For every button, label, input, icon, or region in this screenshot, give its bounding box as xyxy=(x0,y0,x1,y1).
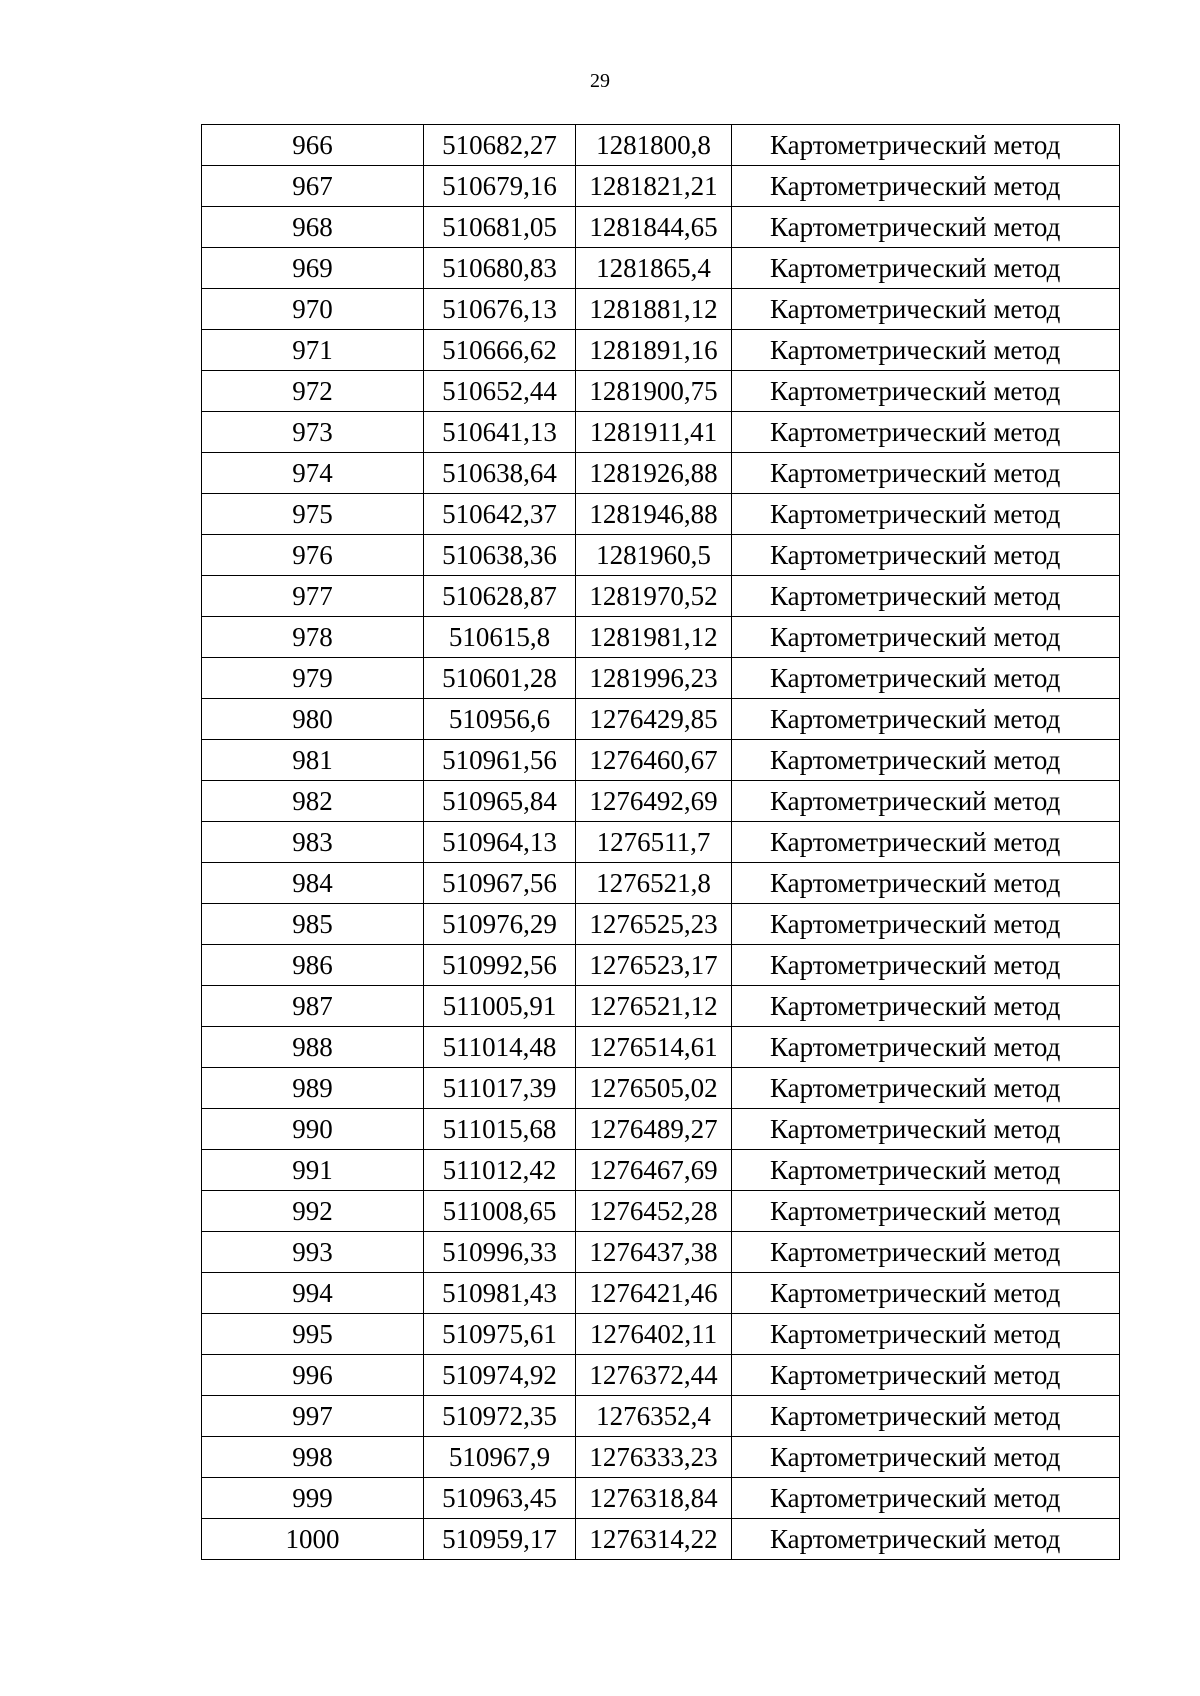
method-cell: Картометрический метод xyxy=(732,1273,1120,1314)
table-row xyxy=(202,535,1120,576)
table-row xyxy=(202,1478,1120,1519)
y-coordinate-cell: 1276452,28 xyxy=(576,1191,732,1232)
coordinates-table-body xyxy=(202,125,1120,1560)
y-coordinate-cell: 1276372,44 xyxy=(576,1355,732,1396)
y-coordinate-cell: 1281926,88 xyxy=(576,453,732,494)
x-coordinate-cell: 510652,44 xyxy=(424,371,576,412)
method-cell: Картометрический метод xyxy=(732,1478,1120,1519)
x-coordinate-cell: 510959,17 xyxy=(424,1519,576,1560)
x-coordinate-cell: 510981,43 xyxy=(424,1273,576,1314)
point-number-cell: 970 xyxy=(202,289,424,330)
x-coordinate-cell: 511012,42 xyxy=(424,1150,576,1191)
table-row xyxy=(202,1355,1120,1396)
table-row xyxy=(202,863,1120,904)
table-row xyxy=(202,576,1120,617)
table-row xyxy=(202,494,1120,535)
point-number-cell: 979 xyxy=(202,658,424,699)
method-cell: Картометрический метод xyxy=(732,166,1120,207)
point-number-cell: 993 xyxy=(202,1232,424,1273)
table-row xyxy=(202,1519,1120,1560)
coordinates-table xyxy=(201,124,1120,1560)
y-coordinate-cell: 1276489,27 xyxy=(576,1109,732,1150)
point-number-cell: 995 xyxy=(202,1314,424,1355)
x-coordinate-cell: 510681,05 xyxy=(424,207,576,248)
x-coordinate-cell: 510676,13 xyxy=(424,289,576,330)
table-row xyxy=(202,699,1120,740)
y-coordinate-cell: 1276523,17 xyxy=(576,945,732,986)
x-coordinate-cell: 511005,91 xyxy=(424,986,576,1027)
y-coordinate-cell: 1276314,22 xyxy=(576,1519,732,1560)
y-coordinate-cell: 1276492,69 xyxy=(576,781,732,822)
method-cell: Картометрический метод xyxy=(732,412,1120,453)
point-number-cell: 975 xyxy=(202,494,424,535)
x-coordinate-cell: 510956,6 xyxy=(424,699,576,740)
y-coordinate-cell: 1281881,12 xyxy=(576,289,732,330)
y-coordinate-cell: 1281891,16 xyxy=(576,330,732,371)
x-coordinate-cell: 510992,56 xyxy=(424,945,576,986)
point-number-cell: 971 xyxy=(202,330,424,371)
table-row xyxy=(202,453,1120,494)
y-coordinate-cell: 1276402,11 xyxy=(576,1314,732,1355)
method-cell: Картометрический метод xyxy=(732,494,1120,535)
table-row xyxy=(202,248,1120,289)
point-number-cell: 989 xyxy=(202,1068,424,1109)
page-number: 29 xyxy=(590,70,610,92)
y-coordinate-cell: 1276352,4 xyxy=(576,1396,732,1437)
y-coordinate-cell: 1276505,02 xyxy=(576,1068,732,1109)
y-coordinate-cell: 1276514,61 xyxy=(576,1027,732,1068)
method-cell: Картометрический метод xyxy=(732,1068,1120,1109)
point-number-cell: 968 xyxy=(202,207,424,248)
point-number-cell: 972 xyxy=(202,371,424,412)
x-coordinate-cell: 510974,92 xyxy=(424,1355,576,1396)
method-cell: Картометрический метод xyxy=(732,535,1120,576)
point-number-cell: 974 xyxy=(202,453,424,494)
point-number-cell: 977 xyxy=(202,576,424,617)
method-cell: Картометрический метод xyxy=(732,207,1120,248)
point-number-cell: 984 xyxy=(202,863,424,904)
y-coordinate-cell: 1276511,7 xyxy=(576,822,732,863)
method-cell: Картометрический метод xyxy=(732,1109,1120,1150)
point-number-cell: 966 xyxy=(202,125,424,166)
table-row xyxy=(202,1396,1120,1437)
y-coordinate-cell: 1276333,23 xyxy=(576,1437,732,1478)
x-coordinate-cell: 510967,56 xyxy=(424,863,576,904)
y-coordinate-cell: 1281900,75 xyxy=(576,371,732,412)
point-number-cell: 986 xyxy=(202,945,424,986)
y-coordinate-cell: 1276429,85 xyxy=(576,699,732,740)
x-coordinate-cell: 510972,35 xyxy=(424,1396,576,1437)
method-cell: Картометрический метод xyxy=(732,248,1120,289)
table-row xyxy=(202,617,1120,658)
x-coordinate-cell: 510965,84 xyxy=(424,781,576,822)
y-coordinate-cell: 1276467,69 xyxy=(576,1150,732,1191)
table-row xyxy=(202,1109,1120,1150)
y-coordinate-cell: 1276525,23 xyxy=(576,904,732,945)
method-cell: Картометрический метод xyxy=(732,1396,1120,1437)
x-coordinate-cell: 510967,9 xyxy=(424,1437,576,1478)
y-coordinate-cell: 1276318,84 xyxy=(576,1478,732,1519)
point-number-cell: 981 xyxy=(202,740,424,781)
point-number-cell: 987 xyxy=(202,986,424,1027)
x-coordinate-cell: 510641,13 xyxy=(424,412,576,453)
method-cell: Картометрический метод xyxy=(732,986,1120,1027)
table-row xyxy=(202,412,1120,453)
method-cell: Картометрический метод xyxy=(732,781,1120,822)
point-number-cell: 978 xyxy=(202,617,424,658)
method-cell: Картометрический метод xyxy=(732,1232,1120,1273)
table-row xyxy=(202,1068,1120,1109)
point-number-cell: 976 xyxy=(202,535,424,576)
point-number-cell: 992 xyxy=(202,1191,424,1232)
x-coordinate-cell: 511014,48 xyxy=(424,1027,576,1068)
y-coordinate-cell: 1281821,21 xyxy=(576,166,732,207)
y-coordinate-cell: 1281960,5 xyxy=(576,535,732,576)
point-number-cell: 969 xyxy=(202,248,424,289)
x-coordinate-cell: 510638,36 xyxy=(424,535,576,576)
x-coordinate-cell: 510615,8 xyxy=(424,617,576,658)
table-row xyxy=(202,125,1120,166)
table-row xyxy=(202,1191,1120,1232)
method-cell: Картометрический метод xyxy=(732,699,1120,740)
table-row xyxy=(202,330,1120,371)
point-number-cell: 967 xyxy=(202,166,424,207)
point-number-cell: 982 xyxy=(202,781,424,822)
x-coordinate-cell: 510964,13 xyxy=(424,822,576,863)
y-coordinate-cell: 1281800,8 xyxy=(576,125,732,166)
point-number-cell: 998 xyxy=(202,1437,424,1478)
point-number-cell: 988 xyxy=(202,1027,424,1068)
point-number-cell: 991 xyxy=(202,1150,424,1191)
table-row xyxy=(202,207,1120,248)
x-coordinate-cell: 510975,61 xyxy=(424,1314,576,1355)
method-cell: Картометрический метод xyxy=(732,863,1120,904)
table-row xyxy=(202,166,1120,207)
method-cell: Картометрический метод xyxy=(732,289,1120,330)
method-cell: Картометрический метод xyxy=(732,1437,1120,1478)
x-coordinate-cell: 511008,65 xyxy=(424,1191,576,1232)
x-coordinate-cell: 510666,62 xyxy=(424,330,576,371)
method-cell: Картометрический метод xyxy=(732,453,1120,494)
x-coordinate-cell: 510680,83 xyxy=(424,248,576,289)
x-coordinate-cell: 510963,45 xyxy=(424,1478,576,1519)
method-cell: Картометрический метод xyxy=(732,822,1120,863)
method-cell: Картометрический метод xyxy=(732,945,1120,986)
table-row xyxy=(202,289,1120,330)
table-row xyxy=(202,822,1120,863)
x-coordinate-cell: 510628,87 xyxy=(424,576,576,617)
point-number-cell: 980 xyxy=(202,699,424,740)
table-row xyxy=(202,1150,1120,1191)
method-cell: Картометрический метод xyxy=(732,1150,1120,1191)
point-number-cell: 985 xyxy=(202,904,424,945)
table-row xyxy=(202,1273,1120,1314)
x-coordinate-cell: 510601,28 xyxy=(424,658,576,699)
y-coordinate-cell: 1281981,12 xyxy=(576,617,732,658)
y-coordinate-cell: 1276521,12 xyxy=(576,986,732,1027)
table-row xyxy=(202,781,1120,822)
y-coordinate-cell: 1281844,65 xyxy=(576,207,732,248)
table-row xyxy=(202,904,1120,945)
x-coordinate-cell: 510976,29 xyxy=(424,904,576,945)
y-coordinate-cell: 1281996,23 xyxy=(576,658,732,699)
point-number-cell: 1000 xyxy=(202,1519,424,1560)
y-coordinate-cell: 1276437,38 xyxy=(576,1232,732,1273)
table-row xyxy=(202,1027,1120,1068)
table-row xyxy=(202,740,1120,781)
table-row xyxy=(202,986,1120,1027)
x-coordinate-cell: 511017,39 xyxy=(424,1068,576,1109)
method-cell: Картометрический метод xyxy=(732,904,1120,945)
method-cell: Картометрический метод xyxy=(732,371,1120,412)
method-cell: Картометрический метод xyxy=(732,1314,1120,1355)
point-number-cell: 983 xyxy=(202,822,424,863)
table-row xyxy=(202,1437,1120,1478)
method-cell: Картометрический метод xyxy=(732,1519,1120,1560)
x-coordinate-cell: 510996,33 xyxy=(424,1232,576,1273)
point-number-cell: 994 xyxy=(202,1273,424,1314)
y-coordinate-cell: 1281946,88 xyxy=(576,494,732,535)
method-cell: Картометрический метод xyxy=(732,617,1120,658)
table-row xyxy=(202,1232,1120,1273)
point-number-cell: 990 xyxy=(202,1109,424,1150)
y-coordinate-cell: 1281911,41 xyxy=(576,412,732,453)
table-row xyxy=(202,371,1120,412)
method-cell: Картометрический метод xyxy=(732,1027,1120,1068)
y-coordinate-cell: 1281865,4 xyxy=(576,248,732,289)
method-cell: Картометрический метод xyxy=(732,658,1120,699)
x-coordinate-cell: 510679,16 xyxy=(424,166,576,207)
point-number-cell: 999 xyxy=(202,1478,424,1519)
y-coordinate-cell: 1276421,46 xyxy=(576,1273,732,1314)
x-coordinate-cell: 510642,37 xyxy=(424,494,576,535)
x-coordinate-cell: 510638,64 xyxy=(424,453,576,494)
method-cell: Картометрический метод xyxy=(732,740,1120,781)
point-number-cell: 997 xyxy=(202,1396,424,1437)
point-number-cell: 996 xyxy=(202,1355,424,1396)
method-cell: Картометрический метод xyxy=(732,576,1120,617)
table-row xyxy=(202,945,1120,986)
x-coordinate-cell: 510682,27 xyxy=(424,125,576,166)
y-coordinate-cell: 1276460,67 xyxy=(576,740,732,781)
table-row xyxy=(202,1314,1120,1355)
x-coordinate-cell: 510961,56 xyxy=(424,740,576,781)
method-cell: Картометрический метод xyxy=(732,125,1120,166)
method-cell: Картометрический метод xyxy=(732,1355,1120,1396)
method-cell: Картометрический метод xyxy=(732,1191,1120,1232)
x-coordinate-cell: 511015,68 xyxy=(424,1109,576,1150)
y-coordinate-cell: 1281970,52 xyxy=(576,576,732,617)
method-cell: Картометрический метод xyxy=(732,330,1120,371)
point-number-cell: 973 xyxy=(202,412,424,453)
table-row xyxy=(202,658,1120,699)
y-coordinate-cell: 1276521,8 xyxy=(576,863,732,904)
